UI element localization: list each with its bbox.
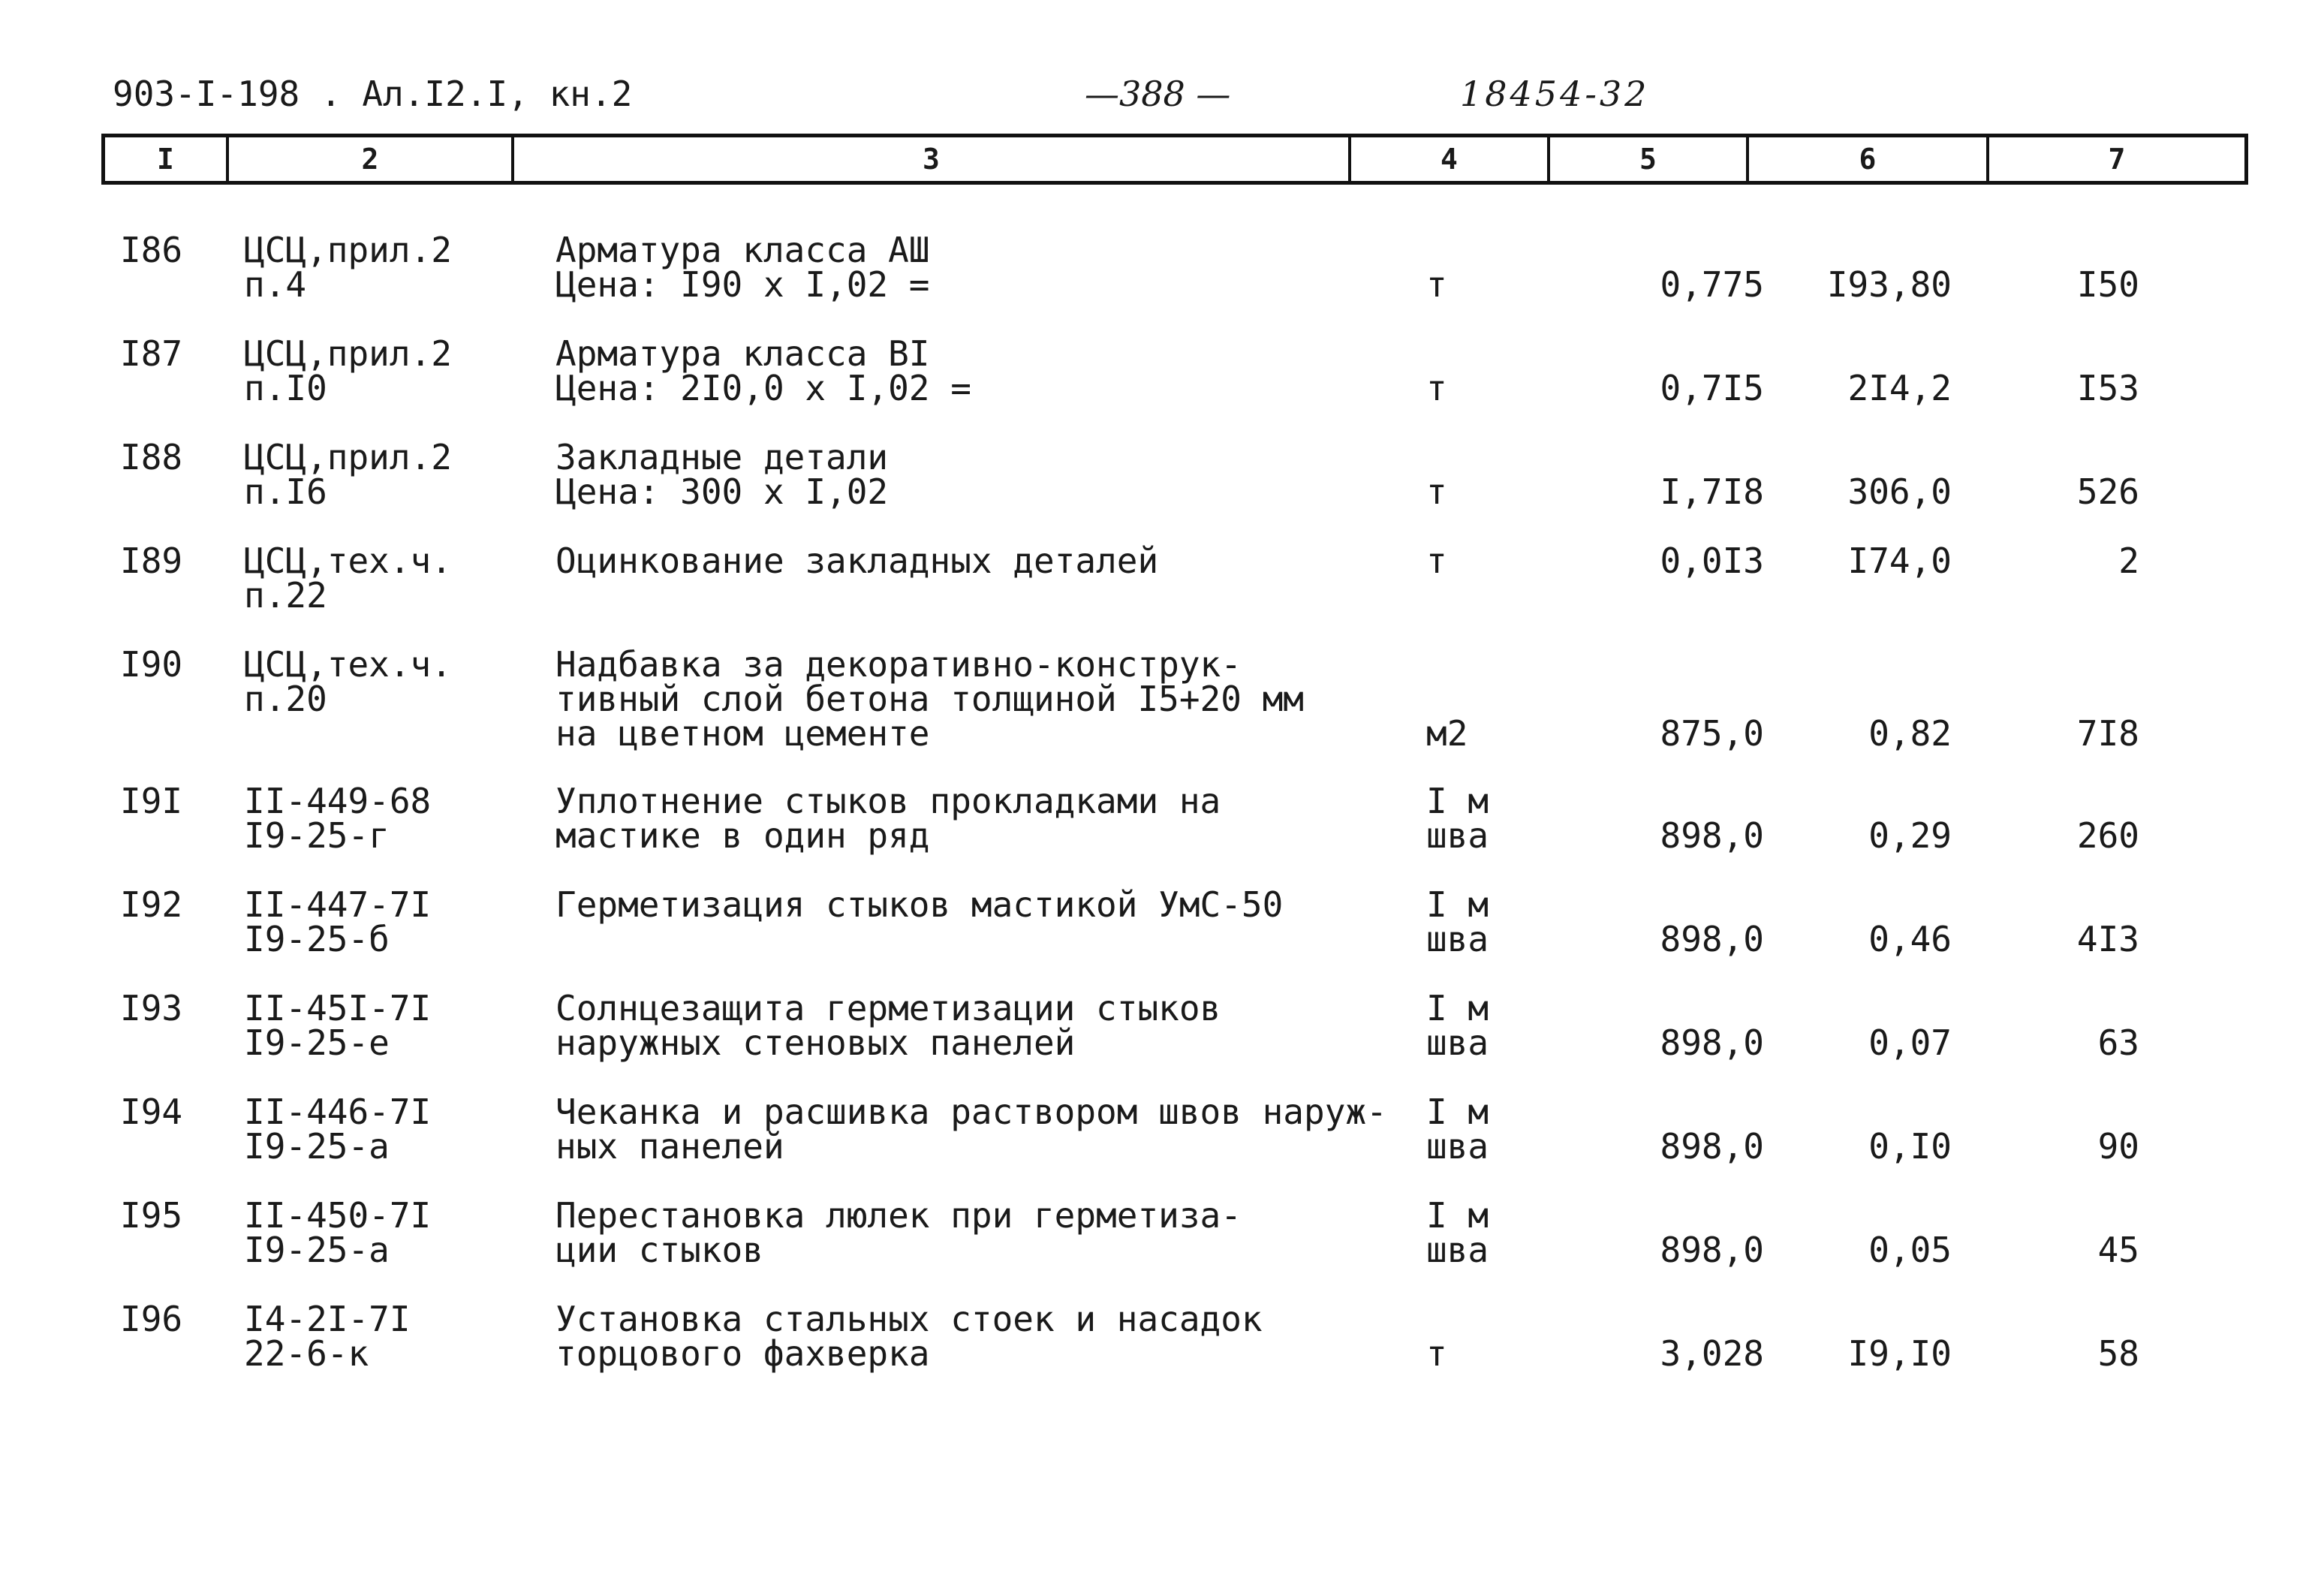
unit-of-measure-line: шва <box>1426 919 1489 959</box>
quantity: 898,0 <box>1660 815 1764 856</box>
work-description-line: Оцинкование закладных деталей <box>555 541 1159 581</box>
unit-of-measure-line: т <box>1426 1333 1447 1374</box>
reference-code <box>244 644 452 719</box>
unit-price: I93,80 <box>1826 264 1952 305</box>
unit-of-measure <box>1426 713 1468 754</box>
quantity: 898,0 <box>1660 919 1764 959</box>
row-number: I93 <box>120 988 183 1028</box>
work-description-line: ции стыков <box>555 1230 763 1270</box>
reference-code-line: п.20 <box>244 679 327 719</box>
row-number: I87 <box>120 333 183 374</box>
column-header-2: 2 <box>229 137 514 181</box>
work-description <box>555 781 1221 856</box>
column-header-6: 6 <box>1749 137 1989 181</box>
reference-code-line: ЦСЦ,прил.2 <box>244 437 452 477</box>
unit-price: 0,I0 <box>1868 1126 1952 1167</box>
reference-code-line: II-447-7I <box>244 884 432 925</box>
reference-code-line: п.I6 <box>244 471 327 512</box>
total-cost: I50 <box>2076 264 2139 305</box>
total-cost: 63 <box>2097 1022 2139 1063</box>
reference-code-line: II-449-68 <box>244 781 432 821</box>
unit-of-measure-line: I м <box>1426 1195 1489 1236</box>
reference-code-line: I9-25-а <box>244 1126 390 1167</box>
reference-code-line: п.4 <box>244 264 307 305</box>
quantity: 0,775 <box>1660 264 1764 305</box>
unit-of-measure-line: т <box>1426 368 1447 408</box>
unit-of-measure-line: I м <box>1426 884 1489 925</box>
reference-code-line: II-446-7I <box>244 1092 432 1132</box>
reference-code <box>244 230 452 305</box>
work-description-line: Цена: 300 x I,02 <box>555 471 889 512</box>
row-number: I92 <box>120 884 183 925</box>
unit-of-measure-line: I м <box>1426 781 1489 821</box>
unit-of-measure-line: шва <box>1426 1022 1489 1063</box>
total-cost: I53 <box>2076 368 2139 408</box>
work-description-line: Чеканка и расшивка раствором швов наруж- <box>555 1092 1387 1132</box>
work-description-line: Цена: I90 x I,02 = <box>555 264 930 305</box>
total-cost: 7I8 <box>2076 713 2139 754</box>
reference-code <box>244 1195 432 1270</box>
unit-of-measure <box>1426 368 1447 408</box>
total-cost: 90 <box>2097 1126 2139 1167</box>
reference-code <box>244 1092 432 1167</box>
work-description <box>555 644 1304 754</box>
reference-code <box>244 437 452 512</box>
archive-number: 18454-32 <box>1460 74 1650 114</box>
work-description-line: Арматура класса ВI <box>555 333 930 374</box>
reference-code-line: ЦСЦ,прил.2 <box>244 333 452 374</box>
reference-code <box>244 988 432 1063</box>
unit-of-measure <box>1426 1333 1447 1374</box>
reference-code-line: п.I0 <box>244 368 327 408</box>
unit-of-measure-line: шва <box>1426 1126 1489 1167</box>
column-header-row <box>101 134 2248 185</box>
unit-of-measure-line: шва <box>1426 815 1489 856</box>
row-number: I86 <box>120 230 183 270</box>
unit-price: 0,82 <box>1868 713 1952 754</box>
reference-code-line: I4-2I-7I <box>244 1299 411 1339</box>
unit-price: 306,0 <box>1847 471 1952 512</box>
total-cost: 4I3 <box>2076 919 2139 959</box>
unit-of-measure <box>1426 1195 1489 1270</box>
unit-of-measure <box>1426 471 1447 512</box>
work-description-line: тивный слой бетона толщиной I5+20 мм <box>555 679 1304 719</box>
unit-of-measure-line: м2 <box>1426 713 1468 754</box>
unit-of-measure-line: I м <box>1426 1092 1489 1132</box>
reference-code-line: I9-25-б <box>244 919 390 959</box>
unit-of-measure-line: I м <box>1426 988 1489 1028</box>
reference-code <box>244 541 452 616</box>
work-description <box>555 230 930 305</box>
work-description-line: Установка стальных стоек и насадок <box>555 1299 1263 1339</box>
unit-of-measure-line: т <box>1426 471 1447 512</box>
work-description-line: Уплотнение стыков прокладками на <box>555 781 1221 821</box>
reference-code-line: ЦСЦ,прил.2 <box>244 230 452 270</box>
reference-code-line: ЦСЦ,тех.ч. <box>244 644 452 685</box>
reference-code-line: I9-25-г <box>244 815 390 856</box>
column-header-5: 5 <box>1550 137 1749 181</box>
quantity: 875,0 <box>1660 713 1764 754</box>
document-header <box>113 66 2244 126</box>
unit-price: 2I4,2 <box>1847 368 1952 408</box>
reference-code-line: п.22 <box>244 575 327 616</box>
reference-code-line: ЦСЦ,тех.ч. <box>244 541 452 581</box>
unit-of-measure <box>1426 1092 1489 1167</box>
quantity: 898,0 <box>1660 1230 1764 1270</box>
work-description-line: Герметизация стыков мастикой УмС-50 <box>555 884 1284 925</box>
total-cost: 526 <box>2076 471 2139 512</box>
unit-price: 0,46 <box>1868 919 1952 959</box>
row-number: I88 <box>120 437 183 477</box>
quantity: 898,0 <box>1660 1022 1764 1063</box>
work-description <box>555 333 971 408</box>
work-description-line: Цена: 2I0,0 x I,02 = <box>555 368 971 408</box>
unit-of-measure <box>1426 988 1489 1063</box>
work-description-line: ных панелей <box>555 1126 784 1167</box>
unit-of-measure <box>1426 884 1489 959</box>
total-cost: 45 <box>2097 1230 2139 1270</box>
reference-code <box>244 781 432 856</box>
work-description-line: Закладные детали <box>555 437 889 477</box>
row-number: I89 <box>120 541 183 581</box>
unit-of-measure-line: т <box>1426 541 1447 581</box>
unit-price: 0,29 <box>1868 815 1952 856</box>
column-header-3: 3 <box>514 137 1351 181</box>
quantity: 3,028 <box>1660 1333 1764 1374</box>
page-number: —388 — <box>1085 74 1231 114</box>
work-description <box>555 541 1159 581</box>
reference-code-line: I9-25-а <box>244 1230 390 1270</box>
work-description-line: торцового фахверка <box>555 1333 930 1374</box>
unit-price: 0,05 <box>1868 1230 1952 1270</box>
row-number: I94 <box>120 1092 183 1132</box>
work-description <box>555 1195 1242 1270</box>
reference-code-line: II-450-7I <box>244 1195 432 1236</box>
row-number: I90 <box>120 644 183 685</box>
reference-code <box>244 1299 411 1374</box>
row-number: I96 <box>120 1299 183 1339</box>
reference-code <box>244 333 452 408</box>
quantity: 898,0 <box>1660 1126 1764 1167</box>
reference-code-line: 22-6-к <box>244 1333 369 1374</box>
column-header-4: 4 <box>1351 137 1550 181</box>
reference-code-line: I9-25-е <box>244 1022 390 1063</box>
reference-code <box>244 884 432 959</box>
column-header-7: 7 <box>2108 143 2126 176</box>
work-description-line: Арматура класса АШ <box>555 230 930 270</box>
unit-price: I74,0 <box>1847 541 1952 581</box>
row-number: I95 <box>120 1195 183 1236</box>
unit-of-measure <box>1426 781 1489 856</box>
unit-of-measure-line: т <box>1426 264 1447 305</box>
unit-of-measure <box>1426 541 1447 581</box>
column-header-1: I <box>105 137 229 181</box>
unit-of-measure-line: шва <box>1426 1230 1489 1270</box>
reference-code-line: II-45I-7I <box>244 988 432 1028</box>
work-description <box>555 1299 1263 1374</box>
work-description-line: наружных стеновых панелей <box>555 1022 1076 1063</box>
work-description <box>555 437 889 512</box>
total-cost: 58 <box>2097 1333 2139 1374</box>
work-description-line: Перестановка люлек при герметиза- <box>555 1195 1242 1236</box>
row-number: I9I <box>120 781 183 821</box>
unit-of-measure <box>1426 264 1447 305</box>
quantity: 0,0I3 <box>1660 541 1764 581</box>
unit-price: 0,07 <box>1868 1022 1952 1063</box>
total-cost: 260 <box>2076 815 2139 856</box>
total-cost: 2 <box>2118 541 2139 581</box>
document-code: 903-I-198 . Ал.I2.I, кн.2 <box>113 74 633 114</box>
quantity: I,7I8 <box>1660 471 1764 512</box>
quantity: 0,7I5 <box>1660 368 1764 408</box>
work-description-line: на цветном цементе <box>555 713 930 754</box>
work-description <box>555 988 1221 1063</box>
work-description <box>555 884 1284 925</box>
work-description-line: Солнцезащита герметизации стыков <box>555 988 1221 1028</box>
unit-price: I9,I0 <box>1847 1333 1952 1374</box>
work-description-line: Надбавка за декоративно-конструк- <box>555 644 1242 685</box>
work-description <box>555 1092 1387 1167</box>
work-description-line: мастике в один ряд <box>555 815 930 856</box>
